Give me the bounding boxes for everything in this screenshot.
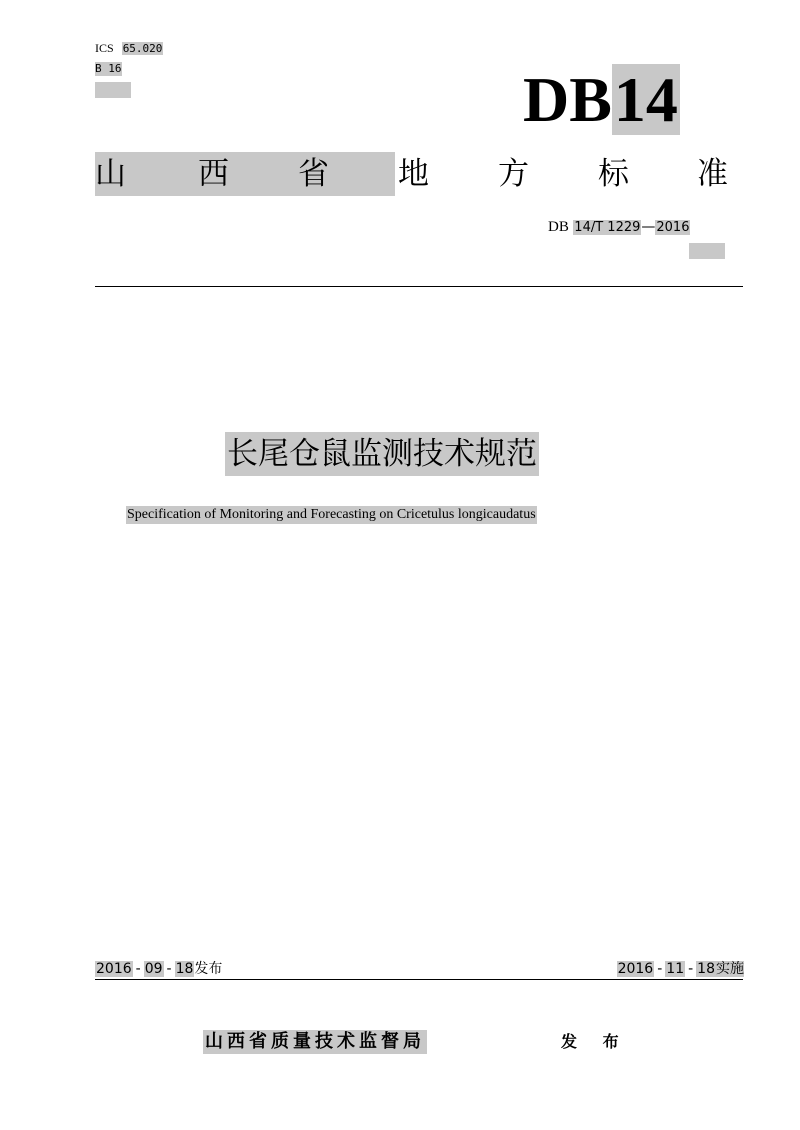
date-separator: - bbox=[166, 961, 172, 977]
standard-type-char: 地 bbox=[398, 156, 429, 192]
issue-date bbox=[95, 960, 222, 978]
standard-mark bbox=[523, 60, 680, 140]
implementation-date bbox=[617, 960, 744, 978]
date-separator: - bbox=[135, 961, 141, 977]
ics-code: 65.020 bbox=[122, 42, 163, 55]
date-separator: - bbox=[688, 961, 694, 977]
standard-mark-number: 14 bbox=[613, 64, 678, 135]
standard-type-char: 标 bbox=[598, 156, 629, 192]
impl-year: 2016 bbox=[617, 961, 654, 977]
impl-day: 18 bbox=[697, 961, 715, 977]
classification-code: B 16 bbox=[95, 62, 122, 75]
standard-number-year: 2016 bbox=[656, 220, 690, 235]
standard-type-char: 山 bbox=[95, 156, 126, 192]
standard-number-dash: — bbox=[641, 219, 656, 235]
standard-type-char: 准 bbox=[697, 156, 728, 192]
replaces-number-placeholder bbox=[689, 243, 725, 259]
impl-month: 11 bbox=[666, 961, 685, 977]
date-separator: - bbox=[657, 961, 663, 977]
issue-year: 2016 bbox=[96, 961, 132, 977]
standard-type-char: 西 bbox=[198, 156, 229, 192]
standard-number bbox=[548, 218, 690, 237]
standard-mark-prefix: DB bbox=[523, 64, 612, 135]
ics-line bbox=[95, 41, 163, 56]
ics-label: ICS bbox=[95, 41, 114, 55]
standard-type-char: 方 bbox=[498, 156, 529, 192]
standard-number-prefix: DB bbox=[548, 219, 569, 235]
document-title: 长尾仓鼠监测技术规范 bbox=[225, 432, 539, 476]
document-english-title: Specification of Monitoring and Forecasting on Cricetulus longicaudatus bbox=[127, 507, 536, 522]
issue-month: 09 bbox=[144, 961, 163, 977]
standard-number-code: 14/T 1229 bbox=[574, 220, 641, 235]
issue-label: 发布 bbox=[194, 961, 223, 977]
publish-label: 发 布 bbox=[561, 1032, 629, 1051]
issue-day: 18 bbox=[175, 961, 194, 977]
province-highlight bbox=[95, 152, 395, 196]
impl-label: 实施 bbox=[716, 961, 744, 977]
header-divider bbox=[95, 286, 743, 287]
standard-type-title bbox=[95, 152, 727, 196]
filing-number-placeholder bbox=[95, 82, 131, 98]
footer-divider bbox=[95, 979, 743, 980]
standard-type-char: 省 bbox=[298, 156, 329, 192]
issuing-authority: 山西省质量技术监督局 bbox=[205, 1031, 425, 1052]
